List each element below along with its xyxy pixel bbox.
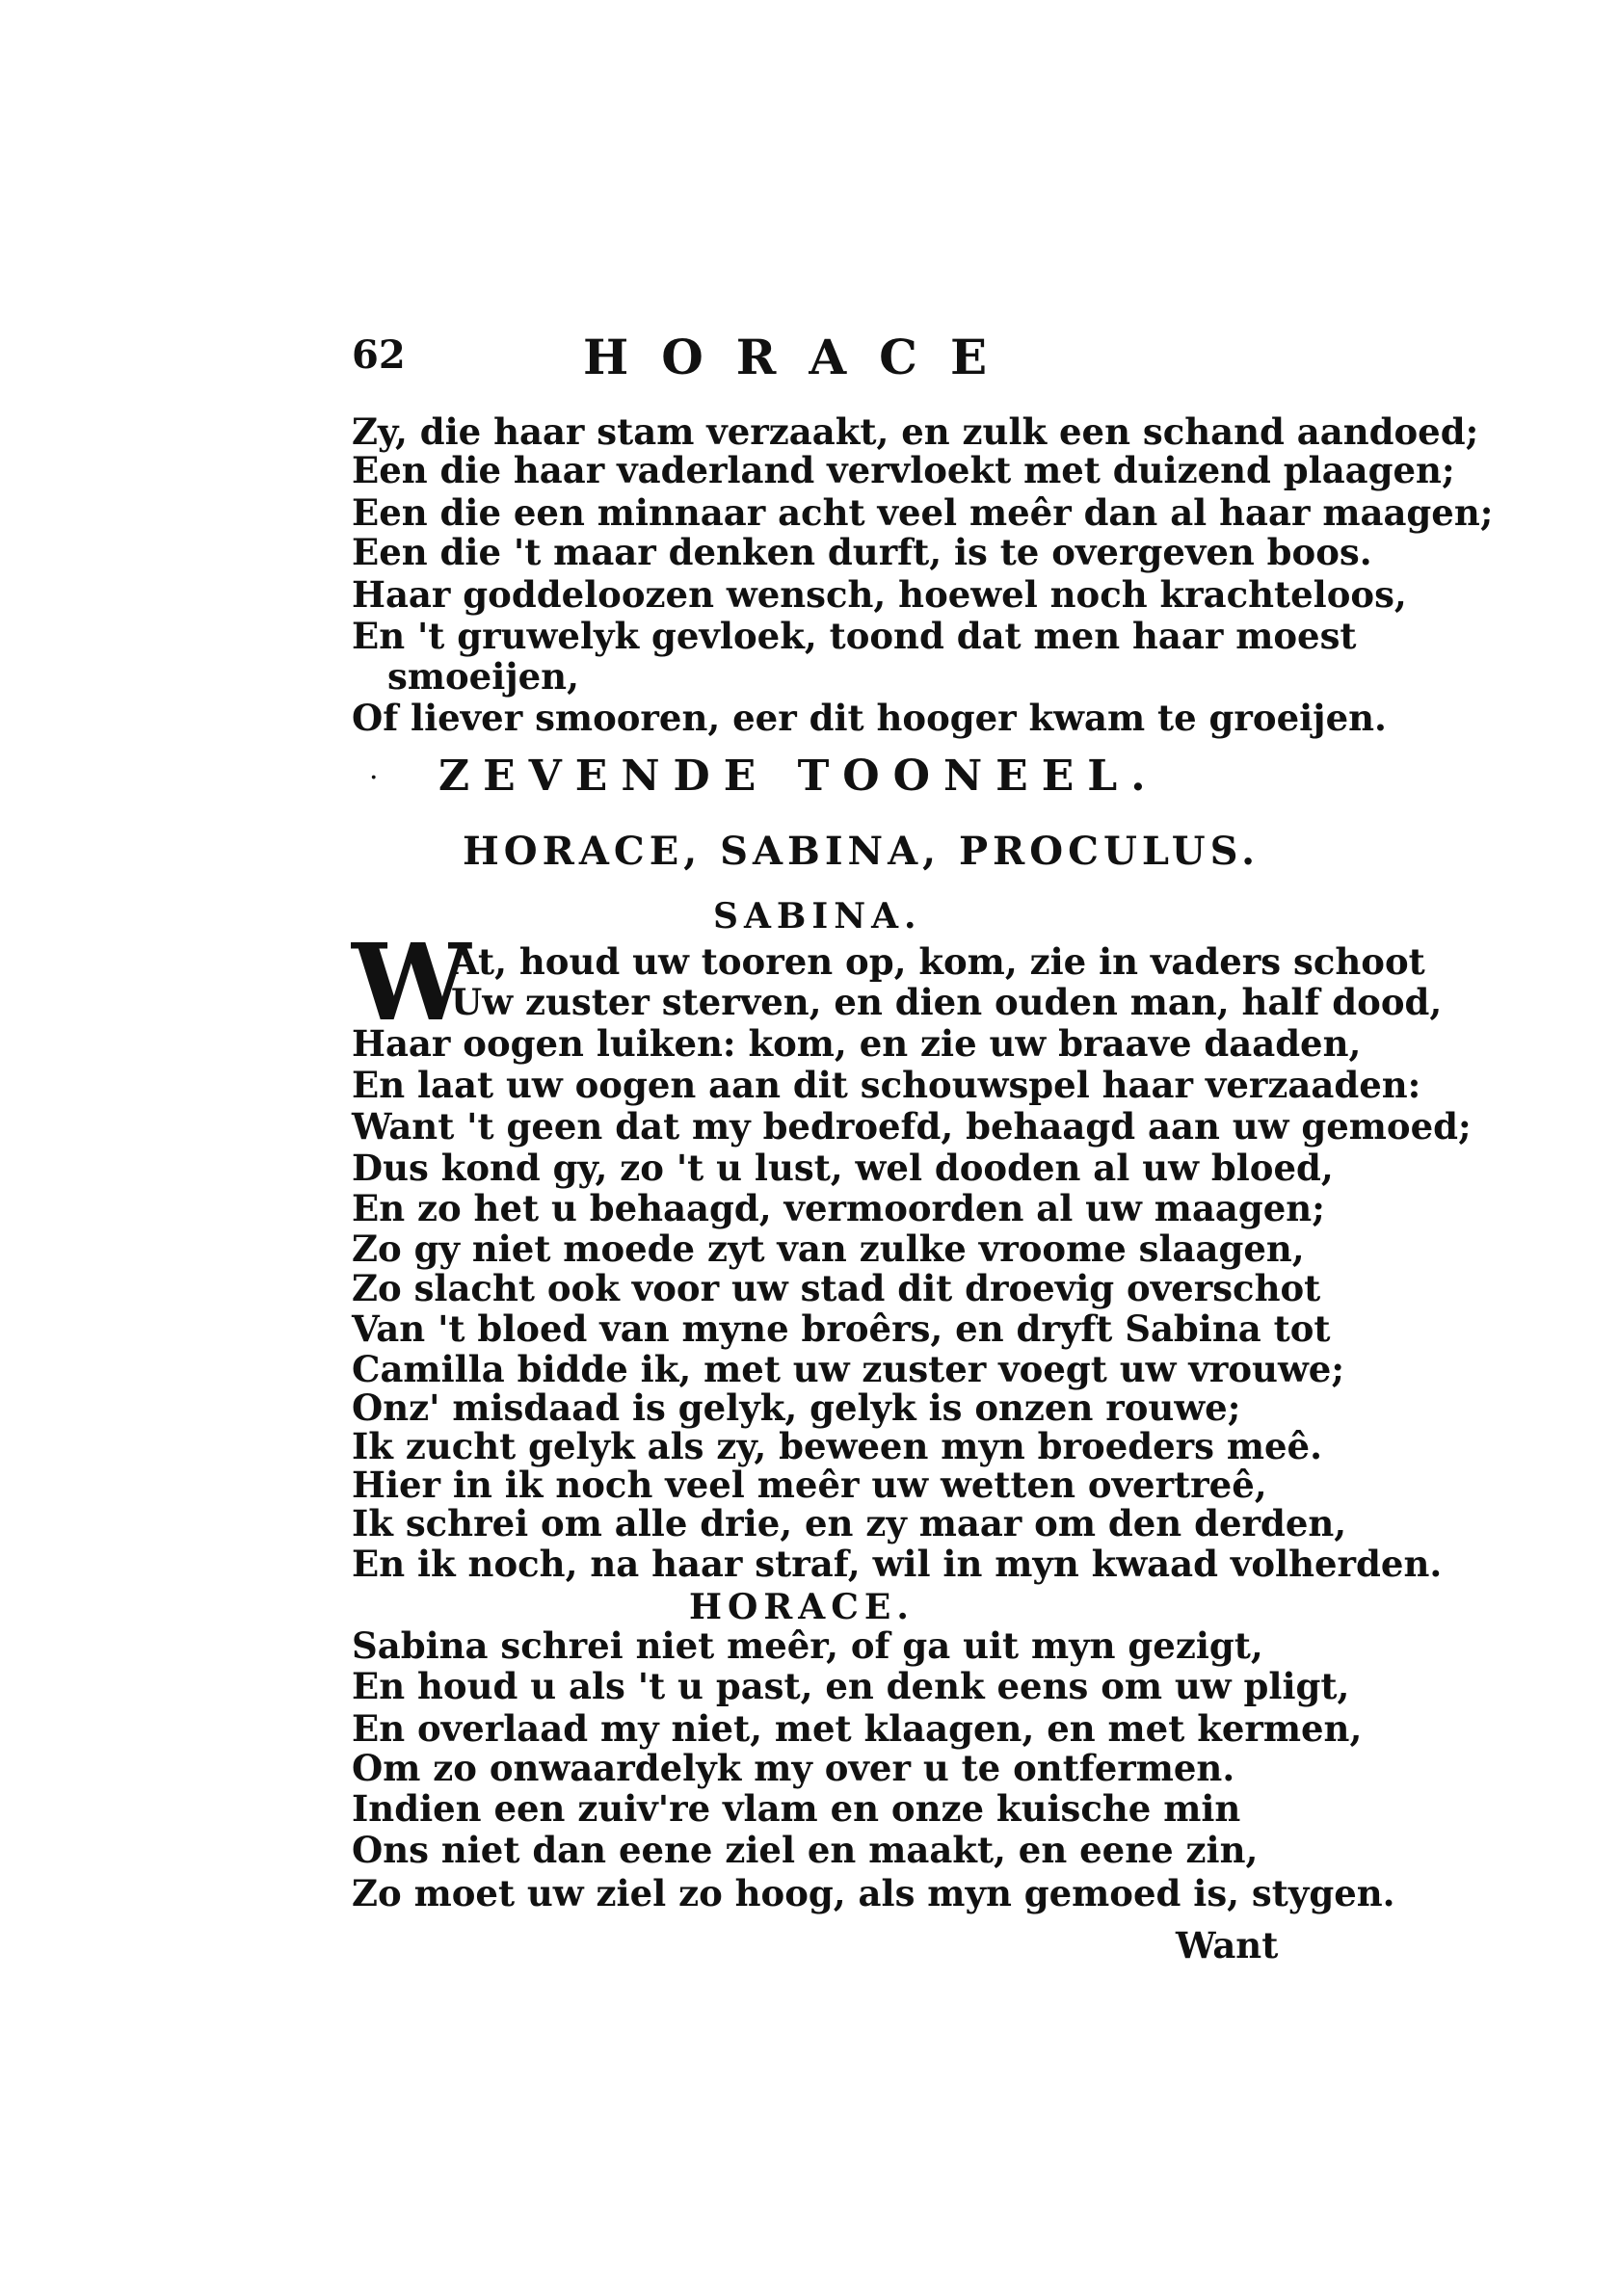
verse-line: Zy, die haar stam verzaakt, en zulk een schand aandoed; bbox=[352, 410, 1479, 453]
verse-line: At, houd uw tooren op, kom, zie in vaders schoot bbox=[451, 940, 1425, 983]
verse-line: Haar goddeloozen wensch, hoewel noch krachteloos, bbox=[352, 573, 1407, 616]
verse-line: Een die een minnaar acht veel meêr dan al haar maagen; bbox=[352, 491, 1494, 534]
verse-line: Een die 't maar denken durft, is te overgeven boos. bbox=[352, 531, 1372, 573]
verse-line: Indien een zuiv're vlam en onze kuische min bbox=[352, 1787, 1241, 1830]
verse-line: Van 't bloed van myne broêrs, en dryft Sabina tot bbox=[352, 1307, 1331, 1350]
verse-line: Dus kond gy, zo 't u lust, wel dooden al uw bloed, bbox=[352, 1147, 1334, 1189]
verse-line: smoeijen, bbox=[387, 655, 579, 698]
verse-line: Ik zucht gelyk als zy, beween myn broeders meê. bbox=[352, 1425, 1322, 1467]
scene-characters: HORACE, SABINA, PROCULUS. bbox=[463, 829, 1261, 874]
verse-line: Zo slacht ook voor uw stad dit droevig overschot bbox=[352, 1267, 1321, 1309]
verse-line: Zo moet uw ziel zo hoog, als myn gemoed is, stygen. bbox=[352, 1872, 1395, 1914]
verse-line: En 't gruwelyk gevloek, toond dat men haar moest bbox=[352, 615, 1357, 657]
verse-line: Onz' misdaad is gelyk, gelyk is onzen rouwe; bbox=[352, 1386, 1241, 1429]
verse-line: En overlaad my niet, met klaagen, en met kermen, bbox=[352, 1707, 1363, 1750]
verse-line: Om zo onwaardelyk my over u te ontfermen. bbox=[352, 1747, 1235, 1789]
speaker-name: HORACE. bbox=[689, 1587, 915, 1627]
verse-line: Haar oogen luiken: kom, en zie uw braave daaden, bbox=[352, 1022, 1362, 1065]
verse-line: Want 't geen dat my bedroefd, behaagd aan uw gemoed; bbox=[352, 1105, 1472, 1148]
verse-line: En zo het u behaagd, vermoorden al uw maagen; bbox=[352, 1187, 1325, 1229]
speaker-name: SABINA. bbox=[713, 896, 922, 937]
running-title: HORACE bbox=[583, 329, 1021, 385]
catchword: Want bbox=[1176, 1924, 1279, 1966]
verse-line: En houd u als 't u past, en denk eens om uw pligt, bbox=[352, 1665, 1350, 1707]
verse-line: Sabina schrei niet meêr, of ga uit myn gezigt, bbox=[352, 1624, 1263, 1667]
verse-line: Een die haar vaderland vervloekt met duizend plaagen; bbox=[352, 449, 1455, 491]
page-number: 62 bbox=[352, 332, 406, 378]
verse-line: Uw zuster sterven, en dien ouden man, half dood, bbox=[451, 981, 1443, 1023]
verse-line: Hier in ik noch veel meêr uw wetten overtreê, bbox=[352, 1464, 1267, 1506]
verse-line: En ik noch, na haar straf, wil in myn kwaad volherden. bbox=[352, 1543, 1443, 1585]
page-header bbox=[352, 329, 1296, 400]
scene-marker-dot: · bbox=[369, 761, 379, 795]
scene-heading: ZEVENDE TOONEEL. bbox=[438, 752, 1159, 801]
verse-line: En laat uw oogen aan dit schouwspel haar verzaaden: bbox=[352, 1064, 1421, 1106]
verse-line: Zo gy niet moede zyt van zulke vroome slaagen, bbox=[352, 1227, 1305, 1270]
verse-line: Of liever smooren, eer dit hooger kwam te groeijen. bbox=[352, 697, 1387, 739]
verse-line: Ik schrei om alle drie, en zy maar om den derden, bbox=[352, 1502, 1347, 1544]
verse-line: Camilla bidde ik, met uw zuster voegt uw vrouwe; bbox=[352, 1348, 1345, 1390]
verse-line: Ons niet dan eene ziel en maakt, en eene zin, bbox=[352, 1829, 1259, 1871]
drop-cap: W bbox=[352, 920, 471, 1044]
